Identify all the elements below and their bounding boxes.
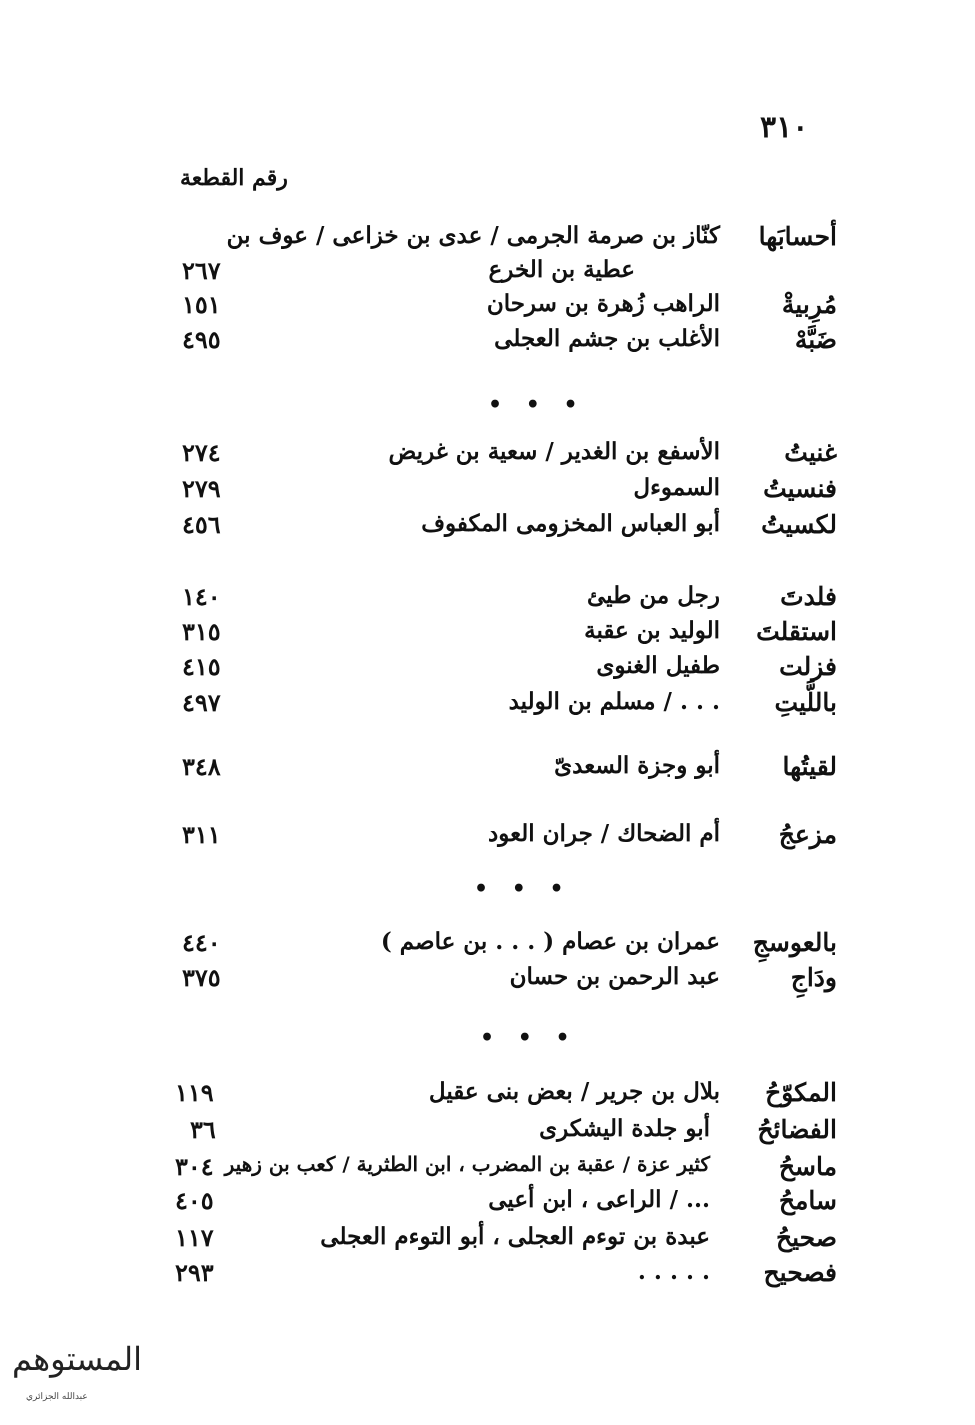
rhyme-word: فصحيح [763,1258,837,1287]
poet-name: بلال بن جرير / بعض بنى عقيل [428,1078,720,1105]
poet-name: رجل من طيئ [586,582,720,609]
rhyme-word: فزلت [779,652,837,681]
piece-number: ٣٠٤ [175,1152,214,1181]
poet-name: أبو جلدة اليشكرى [539,1115,710,1142]
poet-name: أم الضحاك / جران العود [487,820,720,847]
rhyme-word: لكسيتُ [761,510,837,539]
poet-name: طفيل الغنوى [596,652,720,679]
rhyme-word: ضَبَّهْ [794,325,837,354]
poet-name: . . . . . [637,1258,710,1285]
rhyme-word: الفضائحُ [757,1115,837,1144]
poet-name: عبد الرحمن بن حسان [509,963,720,990]
poet-name: الراهب زُهرة بن سرحان [486,290,720,317]
rhyme-word: مزعجُ [778,820,837,849]
rhyme-word: باللَّيتِ [774,688,837,717]
piece-number: ٤٥٦ [182,510,221,539]
piece-number: ٤٠٥ [175,1186,214,1215]
poet-name: السموءل [633,474,720,501]
piece-number: ٤١٥ [182,652,221,681]
rhyme-word: سامحُ [778,1186,837,1215]
piece-number: ٣١١ [182,820,221,849]
piece-number: ٢٧٩ [182,474,221,503]
section-separator: • • • [488,392,586,418]
rhyme-word: أحسابَها [758,222,837,251]
piece-number: ١١٧ [175,1223,214,1252]
piece-number: ٣٤٨ [182,752,221,781]
piece-number: ٣٧٥ [182,963,221,992]
rhyme-word: بالعوسجِ [752,928,837,957]
poet-name: أبو وجزة السعدىّ [554,752,720,779]
piece-number: ٢٦٧ [182,256,221,285]
poet-name: . . . / مسلم بن الوليد [508,688,720,715]
piece-number: ٣١٥ [182,617,221,646]
piece-number: ٣٦ [190,1115,216,1144]
poet-name: الوليد بن عقبة [584,617,720,644]
rhyme-word: فنسيتُ [763,474,837,503]
poet-name: عطية بن الخرع [488,256,635,283]
piece-number: ١٥١ [182,290,221,319]
column-header: رقم القطعة [180,165,288,191]
poet-name: أبو العباس المخزومى المكفوف [421,510,720,537]
poet-name: كثير عزة / عقبة بن المضرب ، ابن الطثرية / كعب بن زهير [224,1152,710,1176]
section-separator: • • • [474,876,572,902]
page-number: ٣١٠ [760,110,809,145]
watermark-subtitle: عبدالله الجزائري [26,1392,88,1402]
rhyme-word: مُرِبيةْ [781,290,837,319]
poet-name: عمران بن عصام ( . . . بن عاصم ) [380,928,720,955]
rhyme-word: ماسحُ [778,1152,837,1181]
poet-name: عبدة بن توءم العجلى ، أبو التوءم العجلى [320,1223,710,1250]
poet-name: كنّاز بن صرمة الجرمى / عدى بن خزاعى / عوف بن [226,222,720,249]
rhyme-word: صحيحُ [775,1223,837,1252]
rhyme-word: المكوّحُ [765,1078,837,1107]
poet-name: الأغلب بن جشم العجلى [494,325,720,352]
poet-name: ... / الراعى ، ابن أعيى [488,1186,710,1213]
piece-number: ٤٩٧ [182,688,221,717]
piece-number: ٢٧٤ [182,438,221,467]
piece-number: ٢٩٣ [175,1258,214,1287]
piece-number: ٤٩٥ [182,325,221,354]
piece-number: ٤٤٠ [182,928,221,957]
rhyme-word: لقيتُها [782,752,837,781]
rhyme-word: غنيتُ [784,438,837,467]
piece-number: ١١٩ [175,1078,214,1107]
section-separator: • • • [480,1025,578,1051]
rhyme-word: استقلتَ [756,617,837,646]
watermark-logo: المستوهم [12,1340,143,1378]
rhyme-word: فلدتَ [780,582,837,611]
poet-name: الأسفع بن الغدير / سعية بن غريض [388,438,720,465]
rhyme-word: ودَاجِ [790,963,837,992]
piece-number: ١٤٠ [182,582,221,611]
